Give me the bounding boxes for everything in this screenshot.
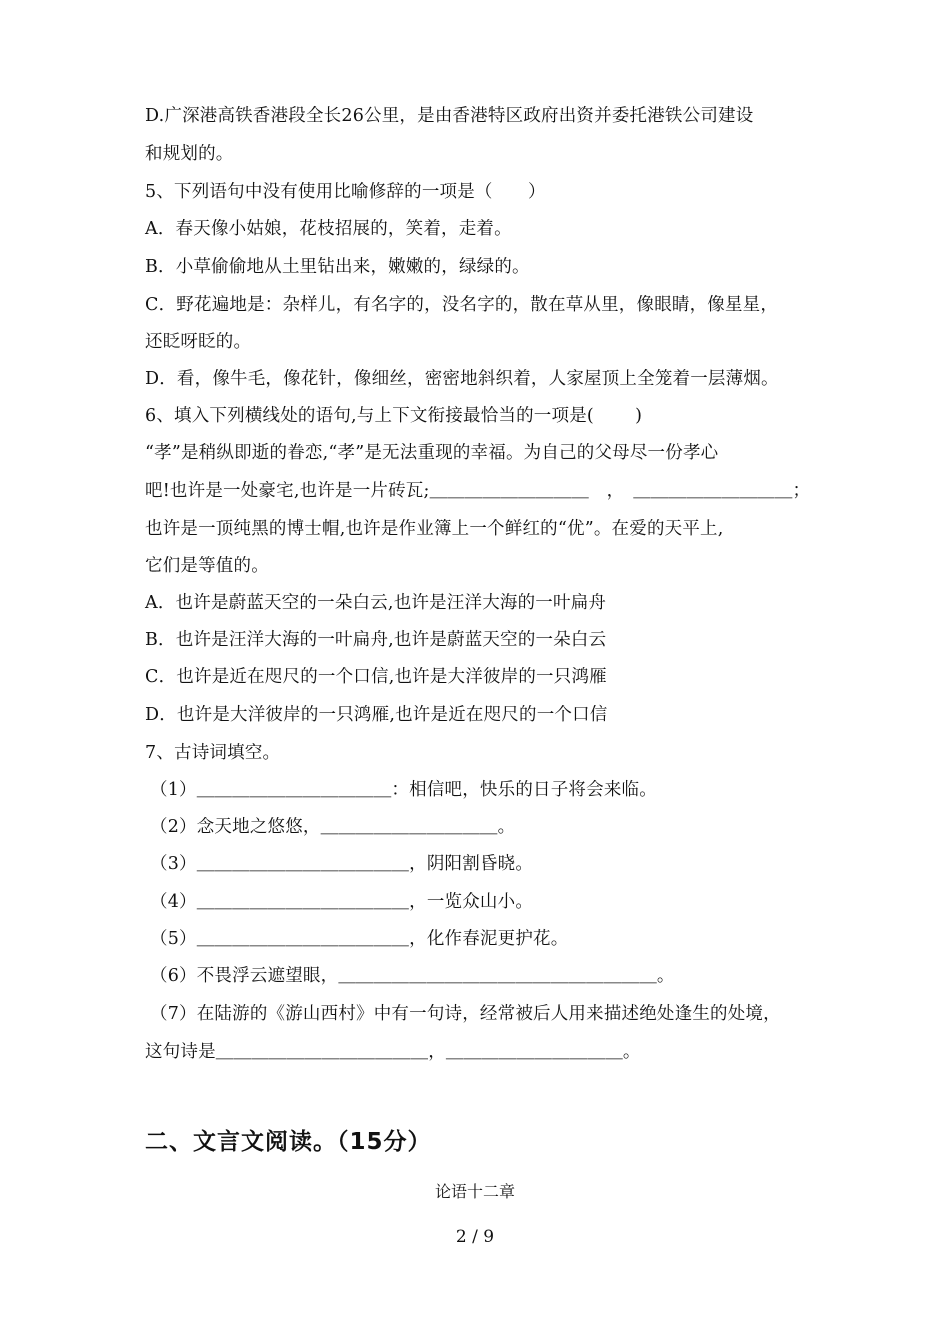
option-b: B．也许是汪洋大海的一叶扁舟,也许是蔚蓝天空的一朵白云 <box>145 630 607 650</box>
question-5-stem: 5、下列语句中没有使用比喻修辞的一项是（ ） <box>145 182 546 202</box>
option-c: C．野花遍地是：杂样儿，有名字的，没名字的，散在草从里，像眼睛，像星星， <box>145 295 779 315</box>
question-7-stem: 7、古诗词填空。 <box>145 743 281 763</box>
fill-blank-item: （4）＿＿＿＿＿＿＿＿＿＿＿＿，一览众山小。 <box>150 892 534 912</box>
question-6-stem: 6、填入下列横线处的语句,与上下文衔接最恰当的一项是( ) <box>145 406 643 426</box>
passage-line: “孝”是稍纵即逝的眷恋,“孝”是无法重现的幸福。为自己的父母尽一份孝心 <box>145 443 719 463</box>
option-d: D．也许是大洋彼岸的一只鸿雁,也许是近在咫尺的一个口信 <box>145 705 608 725</box>
option-b: B．小草偷偷地从土里钻出来，嫩嫩的，绿绿的。 <box>145 257 530 277</box>
section-heading: 二、文言文阅读。（15分） <box>145 1129 432 1155</box>
fill-blank-item: 这句诗是＿＿＿＿＿＿＿＿＿＿＿＿，＿＿＿＿＿＿＿＿＿＿。 <box>145 1042 641 1062</box>
passage-title: 论语十二章 <box>434 1182 515 1201</box>
fill-blank-item: （2）念天地之悠悠，＿＿＿＿＿＿＿＿＿＿。 <box>150 817 516 837</box>
option-c: C．也许是近在咫尺的一个口信,也许是大洋彼岸的一只鸿雁 <box>145 667 607 687</box>
option-a: A．春天像小姑娘，花枝招展的，笑着，走着。 <box>145 219 512 239</box>
fill-blank-item: （1）＿＿＿＿＿＿＿＿＿＿＿：相信吧，快乐的日子将会来临。 <box>150 780 657 800</box>
fill-blank-item: （6）不畏浮云遮望眼，＿＿＿＿＿＿＿＿＿＿＿＿＿＿＿＿＿＿。 <box>150 966 675 986</box>
text-line: 和规划的。 <box>145 144 234 164</box>
page-number: 2 / 9 <box>455 1227 495 1247</box>
fill-blank-item: （3）＿＿＿＿＿＿＿＿＿＿＿＿，阴阳割昏晓。 <box>150 854 534 874</box>
option-d: D．看，像牛毛，像花针，像细丝，密密地斜织着，人家屋顶上全笼着一层薄烟。 <box>145 369 779 389</box>
fill-blank-item: （5）＿＿＿＿＿＿＿＿＿＿＿＿，化作春泥更护花。 <box>150 929 569 949</box>
option-a: A．也许是蔚蓝天空的一朵白云,也许是汪洋大海的一叶扁舟 <box>145 593 607 613</box>
text-line: 还眨呀眨的。 <box>145 332 252 352</box>
passage-line: 吧!也许是一处豪宅,也许是一片砖瓦;＿＿＿＿＿＿＿＿＿ ， ＿＿＿＿＿＿＿＿＿； <box>145 481 811 501</box>
passage-line: 它们是等值的。 <box>145 556 269 576</box>
text-line: D.广深港高铁香港段全长26公里，是由香港特区政府出资并委托港铁公司建设 <box>145 106 754 126</box>
fill-blank-item: （7）在陆游的《游山西村》中有一句诗，经常被后人用来描述绝处逢生的处境， <box>150 1004 781 1024</box>
passage-line: 也许是一顶纯黑的博士帽,也许是作业簿上一个鲜红的“优”。在爱的天平上, <box>145 519 724 539</box>
